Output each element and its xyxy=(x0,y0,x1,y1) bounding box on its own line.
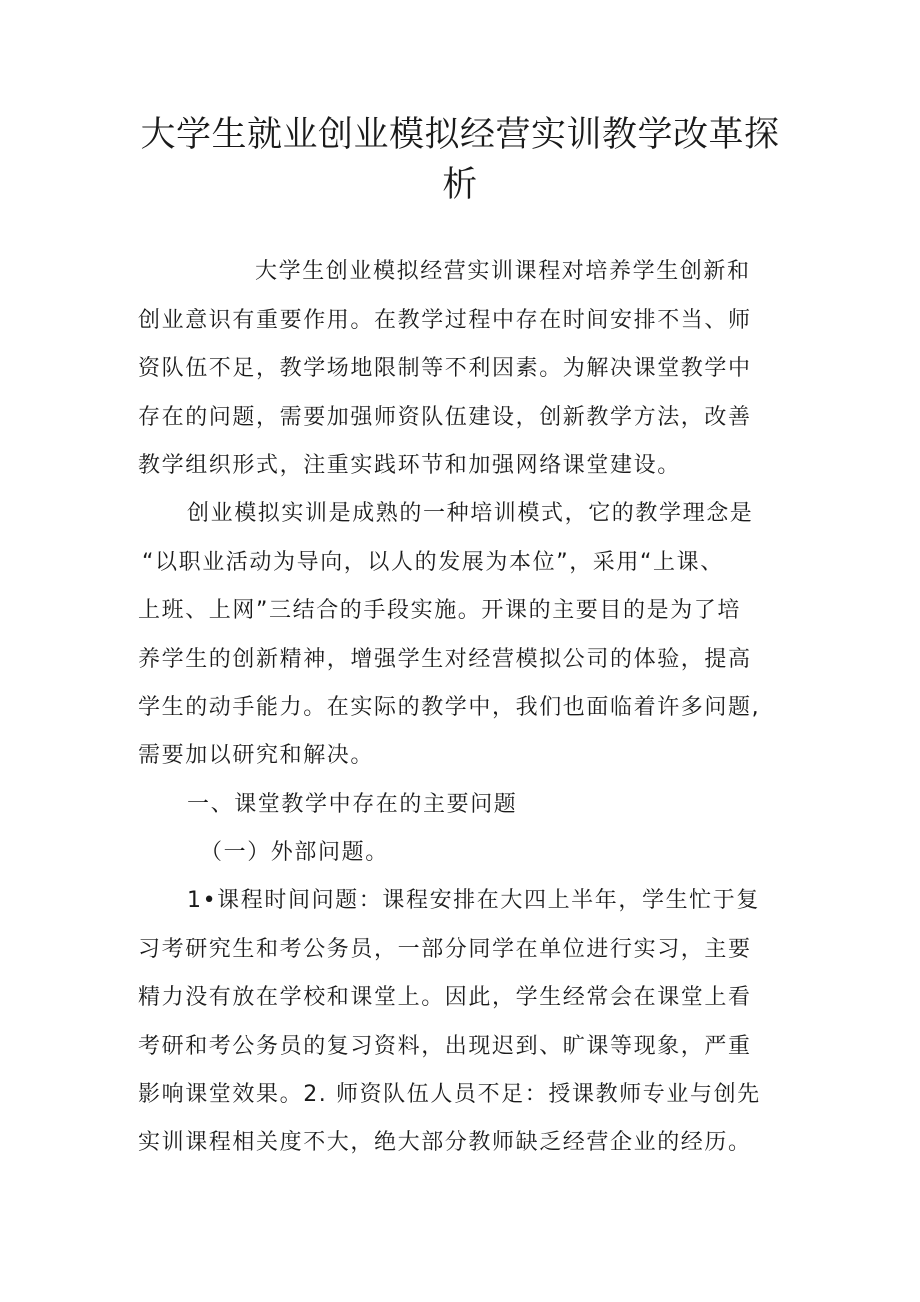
paragraph-line: 影响课堂效果。2. 师资队伍人员不足：授课教师专业与创先 xyxy=(138,1082,761,1107)
document-title xyxy=(130,110,790,210)
paragraph-line: 资队伍不足，教学场地限制等不利因素。为解决课堂教学中 xyxy=(138,356,752,381)
section-heading: 一、课堂教学中存在的主要问题 xyxy=(187,792,518,817)
paragraph-line: “以职业活动为导向，以人的发展为本位”，采用“上课、 xyxy=(142,550,724,575)
title-line-1: 大学生就业创业模拟经营实训教学改革探 xyxy=(140,115,780,155)
subsection-heading: （一）外部问题。 xyxy=(200,840,389,865)
paragraph-line: 存在的问题，需要加强师资队伍建设，创新教学方法，改善 xyxy=(138,405,752,430)
paragraph-line: 习考研究生和考公务员，一部分同学在单位进行实习，主要 xyxy=(138,937,752,962)
paragraph-line: 上班、上网”三结合的手段实施。开课的主要目的是为了培 xyxy=(138,598,741,623)
paragraph-line: 精力没有放在学校和课堂上。因此，学生经常会在课堂上看 xyxy=(138,985,752,1010)
paragraph-line: 创业意识有重要作用。在教学过程中存在时间安排不当、师 xyxy=(138,308,752,333)
paragraph-line: 考研和考公务员的复习资料，出现迟到、旷课等现象，严重 xyxy=(138,1034,752,1059)
paragraph-line: 实训课程相关度不大，绝大部分教师缺乏经营企业的经历。 xyxy=(138,1130,752,1155)
paragraph-line: 学生的动手能力。在实际的教学中，我们也面临着许多问题, xyxy=(138,695,761,720)
paragraph-line: 需要加以研究和解决。 xyxy=(138,743,375,768)
paragraph-line: 创业模拟实训是成熟的一种培训模式，它的教学理念是 xyxy=(187,501,754,526)
paragraph-line: 教学组织形式，注重实践环节和加强网络课堂建设。 xyxy=(138,453,681,478)
paragraph-line: 大学生创业模拟经营实训课程对培养学生创新和 xyxy=(255,259,751,284)
paragraph-line: 1•课程时间问题：课程安排在大四上半年，学生忙于复 xyxy=(187,888,760,913)
paragraph-line: 养学生的创新精神，增强学生对经营模拟公司的体验，提高 xyxy=(138,647,752,672)
title-line-2: 析 xyxy=(442,165,478,205)
